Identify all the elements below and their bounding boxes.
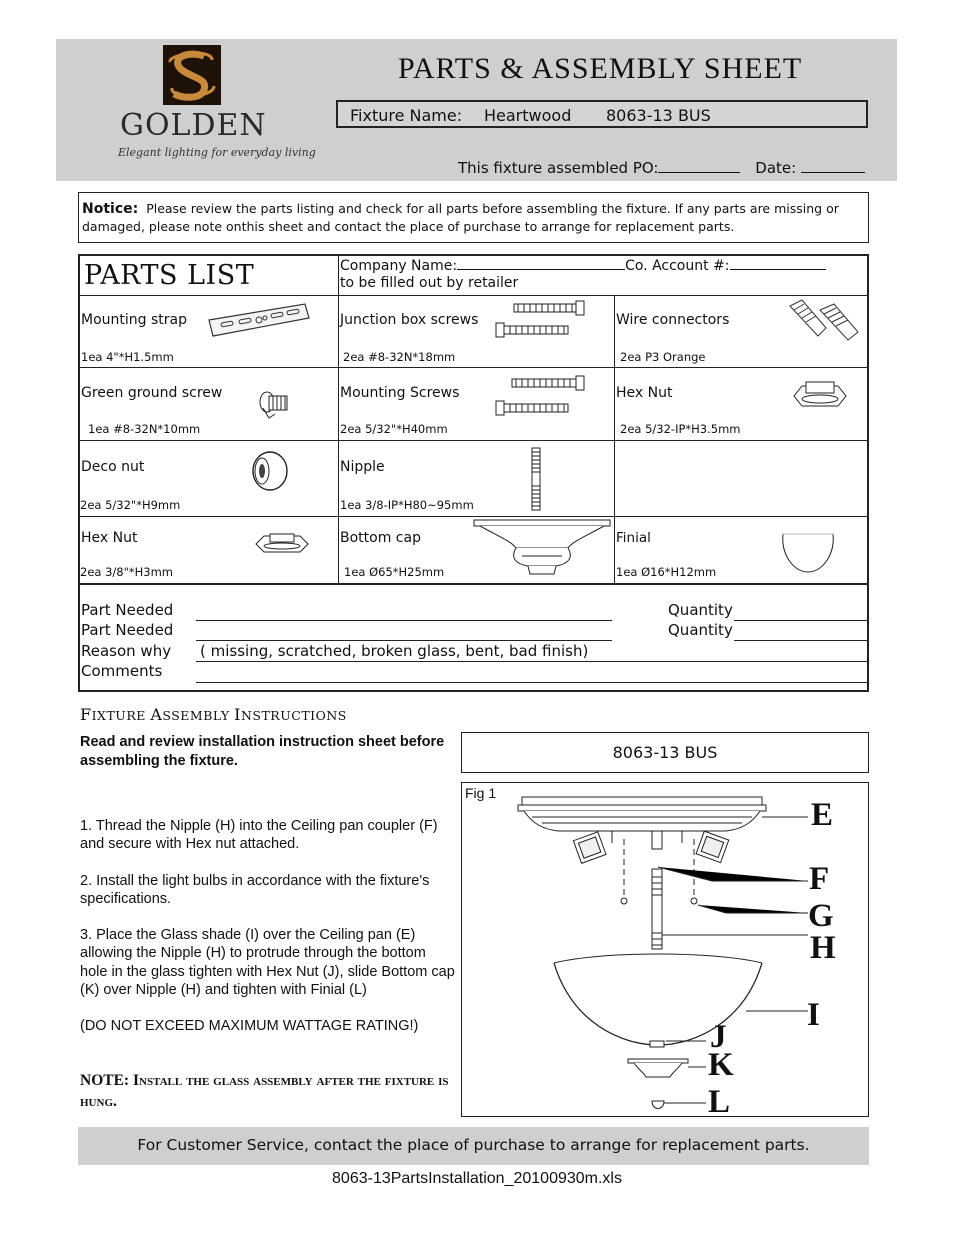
wire-connectors-icon <box>784 298 866 344</box>
po-date-line <box>458 158 865 177</box>
part-spec: 1ea Ø65*H25mm <box>344 565 445 579</box>
part-name: Hex Nut <box>81 530 138 546</box>
section-title: FIXTURE ASSEMBLY INSTRUCTIONS <box>80 705 347 724</box>
nipple-icon <box>528 446 544 512</box>
hex-nut-icon <box>792 379 848 413</box>
green-ground-screw-icon <box>255 388 295 424</box>
date-label: Date: <box>755 159 797 177</box>
part-spec: 2ea 5/32-IP*H3.5mm <box>620 422 741 436</box>
notice-colon: : <box>132 201 139 217</box>
step-text: 1. Thread the Nipple (H) into the Ceiling pan coupler (F) and secure with Hex nut attached. <box>80 818 438 853</box>
model-box: 8063-13 BUS <box>461 732 869 773</box>
part-name: Finial <box>616 530 651 546</box>
label-l: L <box>708 1084 731 1120</box>
quantity-label: Quantity <box>668 601 733 619</box>
comments-field[interactable] <box>196 682 867 683</box>
part-spec: 1ea Ø16*H12mm <box>616 565 717 579</box>
comments-label: Comments <box>81 662 163 680</box>
part-name: Green ground screw <box>81 385 223 401</box>
page-title: PARTS & ASSEMBLY SHEET <box>398 52 803 85</box>
notice-text: Please review the parts listing and check for all parts before assembling the fixture. If any parts are missing or damaged, please note onthis sheet and contact the place of purchase to arrange for replacement parts. <box>82 201 839 234</box>
notice-box <box>78 192 869 243</box>
label-h: H <box>810 930 836 966</box>
quantity-label: Quantity <box>668 621 733 639</box>
fixture-name: Heartwood <box>484 106 572 125</box>
part-spec: 2ea 5/32"*H40mm <box>340 422 448 436</box>
part-name: Mounting Screws <box>340 385 460 401</box>
figure-label: Fig 1 <box>465 785 497 801</box>
install-note <box>80 1070 460 1112</box>
label-f: F <box>809 861 830 897</box>
reason-options: ( missing, scratched, broken glass, bent, bad finish) <box>200 642 589 660</box>
label-e: E <box>811 797 834 833</box>
part-needed-label: Part Needed <box>81 601 174 619</box>
part-name: Deco nut <box>81 459 145 475</box>
account-field[interactable] <box>730 255 826 270</box>
part-spec: 1ea 3/8-IP*H80~95mm <box>340 498 474 512</box>
file-name: 8063-13PartsInstallation_20100930m.xls <box>332 1170 622 1187</box>
date-field[interactable] <box>801 158 865 173</box>
part-spec: 1ea #8-32N*10mm <box>88 422 201 436</box>
assembly-steps <box>80 817 455 1054</box>
install-note-text: NOTE: Install the glass assembly after the fixture is hung. <box>80 1072 449 1110</box>
part-needed-label: Part Needed <box>81 621 174 639</box>
part-name: Nipple <box>340 459 385 475</box>
company-field[interactable] <box>457 255 625 270</box>
finial-icon <box>779 530 837 576</box>
part-needed-field[interactable] <box>196 640 612 641</box>
label-j: J <box>710 1019 727 1055</box>
part-spec: 2ea #8-32N*18mm <box>343 350 456 364</box>
retailer-note: to be filled out by retailer <box>340 275 519 291</box>
step-text: 2. Install the light bulbs in accordance with the fixture's specifications. <box>80 872 430 907</box>
hex-nut-icon <box>254 532 310 556</box>
fixture-exploded-diagram <box>462 783 868 1116</box>
notice-label: Notice <box>82 201 133 217</box>
mounting-screws-icon <box>494 374 590 420</box>
part-name: Mounting strap <box>81 312 187 328</box>
deco-nut-icon <box>248 448 292 494</box>
logo-tagline: Elegant lighting for everyday living <box>118 146 316 159</box>
step-text: 3. Place the Glass shade (I) over the Ceiling pan (E) allowing the Nipple (H) to protrude through the bottom hole in the glass tighten with Hex Nut (J), slide Bottom cap (K) over Nipple (H) and tighten with Finial (L) <box>80 927 455 999</box>
po-field[interactable] <box>658 158 740 173</box>
label-k: K <box>708 1047 734 1083</box>
part-spec: 2ea P3 Orange <box>620 350 706 364</box>
part-spec: 2ea 3/8"*H3mm <box>80 565 174 579</box>
part-needed-field[interactable] <box>196 620 612 621</box>
quantity-field[interactable] <box>734 640 867 641</box>
part-spec: 2ea 5/32"*H9mm <box>80 498 181 512</box>
reason-label: Reason why <box>81 642 172 660</box>
quantity-field[interactable] <box>734 620 867 621</box>
bottom-cap-icon <box>472 518 612 580</box>
part-name: Hex Nut <box>616 385 673 401</box>
wattage-warning: (DO NOT EXCEED MAXIMUM WATTAGE RATING!) <box>80 1018 419 1035</box>
customer-service-banner: For Customer Service, contact the place of purchase to arrange for replacement parts. <box>78 1127 869 1165</box>
part-name: Wire connectors <box>616 312 730 328</box>
junction-box-screws-icon <box>494 300 590 342</box>
account-label: Co. Account #: <box>625 258 730 274</box>
company-line <box>340 255 826 274</box>
fixture-label: Fixture Name: <box>350 106 463 125</box>
fixture-model: 8063-13 BUS <box>606 106 711 125</box>
label-g: G <box>808 898 834 934</box>
po-label: This fixture assembled PO: <box>458 159 659 177</box>
parts-list-title: PARTS LIST <box>84 260 255 291</box>
part-name: Junction box screws <box>340 312 479 328</box>
label-i: I <box>807 997 820 1033</box>
part-name: Bottom cap <box>340 530 421 546</box>
part-spec: 1ea 4"*H1.5mm <box>81 350 174 364</box>
read-instructions-note: Read and review installation instruction sheet before assembling the fixture. <box>80 734 445 769</box>
company-label: Company Name: <box>340 258 458 274</box>
reason-field[interactable] <box>196 661 867 662</box>
logo-word: GOLDEN <box>120 108 267 143</box>
fixture-name-box <box>336 100 868 128</box>
mounting-strap-icon <box>205 298 313 342</box>
